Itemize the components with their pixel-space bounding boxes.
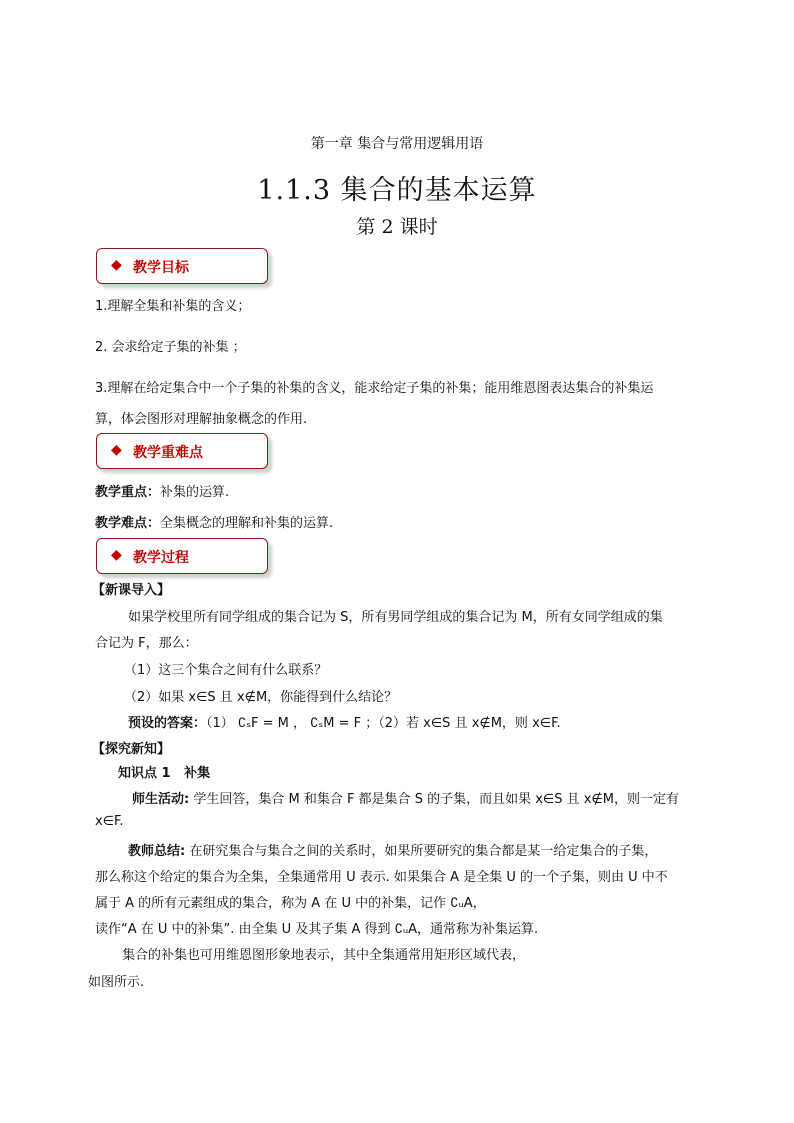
section-process-label: 教学过程 xyxy=(133,550,189,566)
key-focus-text: 补集的运算. xyxy=(160,485,230,500)
goal-2: 2. 会求给定子集的补集 ； xyxy=(95,340,246,355)
key-difficulty xyxy=(95,512,333,531)
key-difficulty-text: 全集概念的理解和补集的运算. xyxy=(160,516,334,531)
activity-line1 xyxy=(132,788,679,807)
key-focus-label: 教学重点： xyxy=(95,485,161,500)
intro-question-2: （2）如果 x∈S 且 x∉M，你能得到什么结论？ xyxy=(124,690,398,705)
summary-line3: 属于 A 的所有元素组成的集合，称为 A 在 U 中的补集，记作 ∁ᵤA， xyxy=(95,896,486,911)
diamond-icon: ◆ xyxy=(111,442,122,458)
venn-line2: 如图所示. xyxy=(88,975,145,990)
knowledge-point xyxy=(118,762,210,781)
section-key-box xyxy=(96,433,268,469)
section-process-box xyxy=(96,538,268,574)
intro-answer xyxy=(128,712,561,731)
activity-label: 师生活动: xyxy=(132,792,190,807)
section-goals-label: 教学目标 xyxy=(133,260,189,276)
summary-line1 xyxy=(128,840,657,859)
section-key-label: 教学重难点 xyxy=(133,445,203,461)
activity-text: 学生回答，集合 M 和集合 F 都是集合 S 的子集，而且如果 x∈S 且 x∉M，则一定有 xyxy=(189,792,679,807)
lesson-subtitle: 第 2 课时 xyxy=(356,216,438,238)
summary-text: 在研究集合与集合之间的关系时，如果所要研究的集合都是某一给定集合的子集， xyxy=(185,844,658,859)
knowledge-point-title: 补集 xyxy=(184,766,211,781)
intro-question-1: （1）这三个集合之间有什么联系？ xyxy=(124,663,328,678)
key-difficulty-label: 教学难点： xyxy=(95,516,161,531)
chapter-title: 第一章 集合与常用逻辑用语 xyxy=(310,136,484,152)
goal-3-line1: 3.理解在给定集合中一个子集的补集的含义，能求给定子集的补集；能用维恩图表达集合的补集运 xyxy=(95,381,654,396)
lesson-title: 1.1.3 集合的基本运算 xyxy=(257,175,537,206)
venn-line1: 集合的补集也可用维恩图形象地表示，其中全集通常用矩形区域代表， xyxy=(122,948,526,963)
answer-label: 预设的答案： xyxy=(128,716,207,731)
diamond-icon: ◆ xyxy=(111,547,122,563)
intro-para-line2: 合记为 F，那么： xyxy=(95,636,198,651)
answer-text: （1） ∁ₛF = M ， ∁ₛM = F ；（2）若 x∈S 且 x∉M，则 x∈F. xyxy=(206,716,561,731)
diamond-icon: ◆ xyxy=(111,257,122,273)
summary-line4: 读作“A 在 U 中的补集”. 由全集 U 及其子集 A 得到 ∁ᵤA，通常称为补集运算. xyxy=(95,922,539,937)
key-focus xyxy=(95,481,229,500)
knowledge-point-label: 知识点 1 xyxy=(118,766,171,781)
summary-label: 教师总结: xyxy=(128,844,186,859)
section-goals-box xyxy=(96,248,268,284)
activity-line2: x∈F. xyxy=(95,814,124,829)
intro-para-line1: 如果学校里所有同学组成的集合记为 S，所有男同学组成的集合记为 M，所有女同学组成的集 xyxy=(128,610,663,625)
goal-1: 1.理解全集和补集的含义； xyxy=(95,299,251,314)
explore-heading: 【探究新知】 xyxy=(92,742,171,757)
intro-heading: 【新课导入】 xyxy=(92,583,171,598)
goal-3-line2: 算，体会图形对理解抽象概念的作用. xyxy=(95,412,308,427)
summary-line2: 那么称这个给定的集合为全集，全集通常用 U 表示. 如果集合 A 是全集 U 的一个子集，则由 U 中不 xyxy=(95,870,668,885)
